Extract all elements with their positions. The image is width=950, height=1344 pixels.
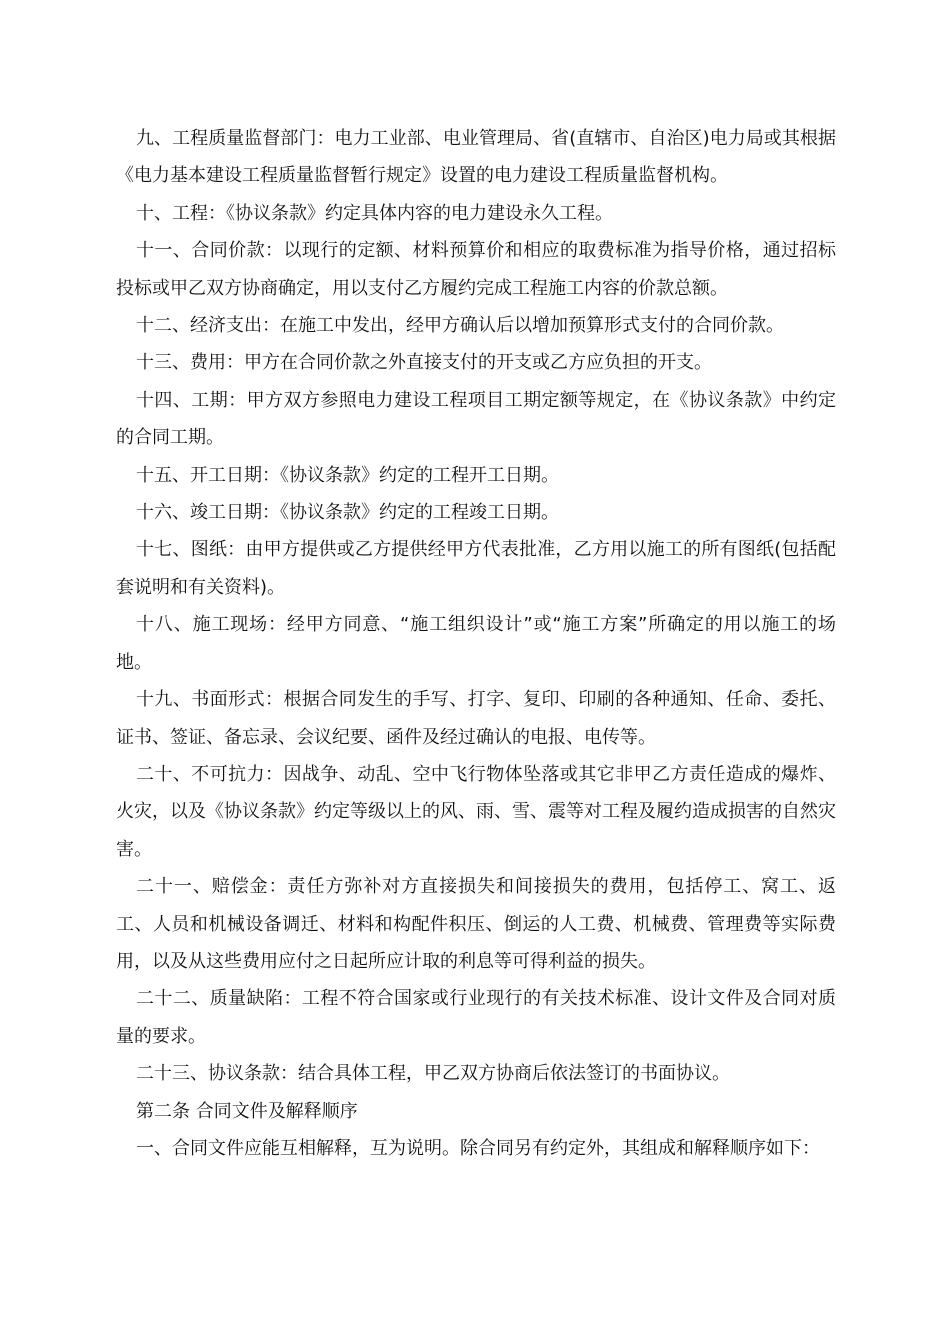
definition-completion-date: 十六、竣工日期：《协议条款》约定的工程竣工日期。: [136, 502, 559, 524]
definition-project: 十、工程：《协议条款》约定具体内容的电力建设永久工程。: [136, 202, 613, 224]
definition-quality-defect: 二十二、质量缺陷：工程不符合国家或行业现行的有关技术标准、设计文件及合同对质量的要求。: [116, 988, 836, 1047]
definition-construction-period: 十四、工期：甲方双方参照电力建设工程项目工期定额等规定，在《协议条款》中约定的合同工期。: [116, 389, 836, 449]
definition-agreement-terms: 二十三、协议条款：结合具体工程，甲乙双方协商后依法签订的书面协议。: [136, 1063, 730, 1085]
definition-economic-expenditure: 十二、经济支出：在施工中发出，经甲方确认后以增加预算形式支付的合同价款。: [136, 315, 784, 337]
contract-documents-clause: 一、合同文件应能互相解释，互为说明。除合同另有约定外，其组成和解释顺序如下：: [136, 1137, 820, 1159]
definition-drawings: 十七、图纸：由甲方提供或乙方提供经甲方代表批准，乙方用以施工的所有图纸(包括配套说明和有关资料)。: [116, 539, 836, 598]
definition-construction-site: 十八、施工现场：经甲方同意、“施工组织设计”或“施工方案”所确定的用以施工的场地。: [116, 614, 836, 673]
document-page: [116, 120, 836, 1167]
definition-start-date: 十五、开工日期：《协议条款》约定的工程开工日期。: [136, 464, 559, 486]
definition-quality-supervision: 九、工程质量监督部门：电力工业部、电业管理局、省(直辖市、自治区)电力局或其根据《电力基本建设工程质量监督暂行规定》设置的电力建设工程质量监督机构。: [116, 128, 836, 187]
article-heading: 第二条 合同文件及解释顺序: [136, 1100, 358, 1122]
definition-compensation: 二十一、赔偿金：责任方弥补对方直接损失和间接损失的费用，包括停工、窝工、返工、人员和机械设备调迁、材料和构配件积压、倒运的人工费、机械费、管理费等实际费用，以及从这些费用应付之日起所应计取的利息等可得利益的损失。: [116, 876, 836, 972]
definition-written-form: 十九、书面形式：根据合同发生的手写、打字、复印、印刷的各种通知、任命、委托、证书、签证、备忘录、会议纪要、函件及经过确认的电报、电传等。: [116, 689, 836, 748]
definition-fees: 十三、费用：甲方在合同价款之外直接支付的开支或乙方应负担的开支。: [136, 352, 712, 374]
definition-force-majeure: 二十、不可抗力：因战争、动乱、空中飞行物体坠落或其它非甲乙方责任造成的爆炸、火灾，以及《协议条款》约定等级以上的风、雨、雪、震等对工程及履约造成损害的自然灾害。: [116, 763, 836, 860]
definition-contract-price: 十一、合同价款：以现行的定额、材料预算价和相应的取费标准为指导价格，通过招标投标或甲乙双方协商确定，用以支付乙方履约完成工程施工内容的价款总额。: [116, 240, 836, 299]
